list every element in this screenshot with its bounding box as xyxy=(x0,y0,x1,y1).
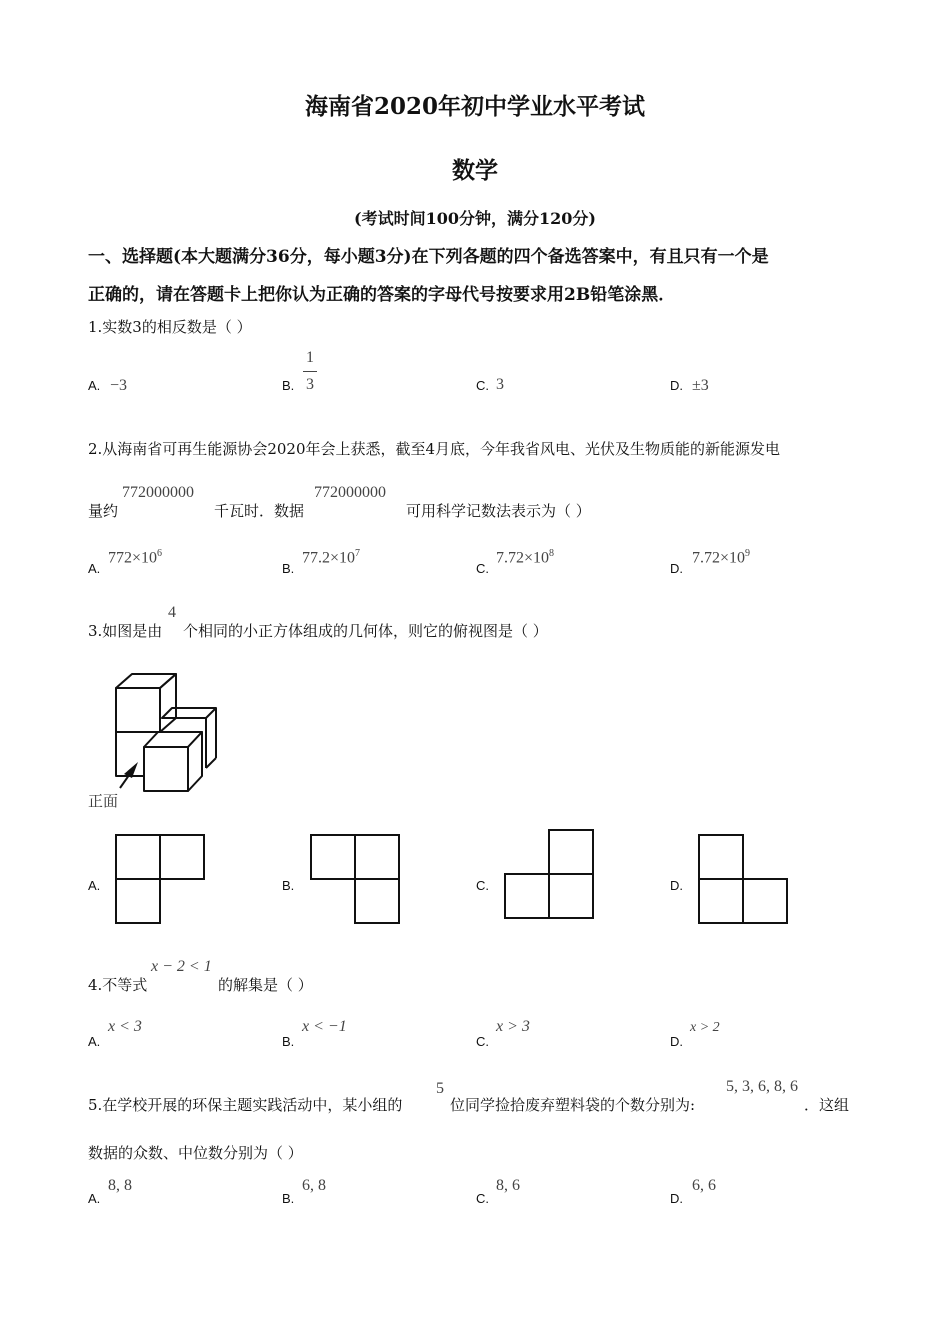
q3-option-c-figure[interactable] xyxy=(503,828,595,920)
q2-option-d-exp: 9 xyxy=(745,548,751,559)
q3-option-a-label: A. xyxy=(88,878,101,893)
section-heading-line2: 正确的，请在答题卡上把你认为正确的答案的字母代号按要求用2B铅笔涂黑． xyxy=(88,285,676,305)
q2-option-c-label: C. xyxy=(476,561,489,576)
q5-option-b-value: 6, 8 xyxy=(302,1177,326,1194)
q3-option-b-figure[interactable] xyxy=(309,833,401,925)
q2-stem-part2: 千瓦时．数据 xyxy=(214,502,305,520)
q2-option-a-label: A. xyxy=(88,561,101,576)
q3-option-c-label: C. xyxy=(476,878,489,893)
q4-stem-part1: 4.不等式 xyxy=(88,976,148,994)
q2-option-b-exp: 7 xyxy=(355,548,361,559)
q2-number2: 772000000 xyxy=(314,484,386,501)
q2-option-b-label: B. xyxy=(282,561,295,576)
q2-option-d-value xyxy=(692,548,750,567)
q2-stem-part3: 可用科学记数法表示为（ ） xyxy=(406,502,591,520)
q5-stem-part3: ．这组 xyxy=(804,1096,850,1114)
q5-option-a-label: A. xyxy=(88,1191,101,1206)
q2-stem-part1: 量约 xyxy=(88,502,119,520)
q3-option-a-figure[interactable] xyxy=(114,833,206,925)
q2-option-a-base: 772×10 xyxy=(108,549,158,567)
subject-title: 数学 xyxy=(452,157,498,184)
q3-front-label: 正面 xyxy=(88,792,119,810)
q1-option-b-label: B. xyxy=(282,378,295,393)
q3-option-d-figure[interactable] xyxy=(697,833,789,925)
q4-option-d-value: x > 2 xyxy=(690,1020,720,1035)
section-heading-line1: 一、选择题(本大题满分36分，每小题3分)在下列各题的四个备选答案中，有且只有一个是 xyxy=(88,247,769,267)
q2-option-a-exp: 6 xyxy=(157,548,163,559)
q3-stem-part2: 个相同的小正方体组成的几何体，则它的俯视图是（ ） xyxy=(183,622,548,640)
q1-option-c-value: 3 xyxy=(496,376,504,393)
q5-option-a-value: 8, 8 xyxy=(108,1177,132,1194)
q5-option-c-value: 8, 6 xyxy=(496,1177,520,1194)
q5-data: 5, 3, 6, 8, 6 xyxy=(726,1078,798,1095)
q2-option-d-base: 7.72×10 xyxy=(692,549,746,567)
q2-number1: 772000000 xyxy=(122,484,194,501)
q1-option-d-label: D. xyxy=(670,378,683,393)
q1-option-c-label: C. xyxy=(476,378,489,393)
q2-option-c-base: 7.72×10 xyxy=(496,549,550,567)
q1-option-b-denominator: 3 xyxy=(306,376,314,393)
q4-option-c-value: x > 3 xyxy=(496,1018,530,1035)
q2-option-a-value xyxy=(108,548,162,567)
q5-stem-part2: 位同学捡拾废弃塑料袋的个数分别为: xyxy=(450,1096,696,1114)
q1-option-b-fraction-bar xyxy=(303,371,317,372)
q2-option-d-label: D. xyxy=(670,561,683,576)
q4-option-b-value: x < −1 xyxy=(302,1018,347,1035)
q1-stem: 1.实数3的相反数是（ ） xyxy=(88,318,252,336)
q3-option-d-label: D. xyxy=(670,878,683,893)
q1-option-d-value: ±3 xyxy=(692,377,709,394)
q4-option-d-label: D. xyxy=(670,1034,683,1049)
q5-option-b-label: B. xyxy=(282,1191,295,1206)
q2-option-c-exp: 8 xyxy=(549,548,555,559)
q2-option-c-value xyxy=(496,548,554,567)
q2-option-b-value xyxy=(302,548,360,567)
q4-inequality: x − 2 < 1 xyxy=(151,958,212,975)
q1-option-b-numerator: 1 xyxy=(306,349,314,366)
q3-stem-part1: 3.如图是由 xyxy=(88,622,163,640)
q4-option-b-label: B. xyxy=(282,1034,295,1049)
q4-option-a-label: A. xyxy=(88,1034,101,1049)
q3-option-b-label: B. xyxy=(282,878,295,893)
q5-stem-line2: 数据的众数、中位数分别为（ ） xyxy=(88,1144,303,1162)
q5-option-c-label: C. xyxy=(476,1191,489,1206)
q2-stem-line1: 2.从海南省可再生能源协会2020年会上获悉，截至4月底，今年我省风电、光伏及生物质能的新能源发电 xyxy=(88,440,781,458)
q3-count: 4 xyxy=(168,604,176,621)
q1-option-a-value: −3 xyxy=(110,377,128,394)
exam-info: (考试时间100分钟，满分120分) xyxy=(354,209,596,228)
q4-stem-part2: 的解集是（ ） xyxy=(218,976,313,994)
q4-option-a-value: x < 3 xyxy=(108,1018,142,1035)
q4-option-c-label: C. xyxy=(476,1034,489,1049)
q5-option-d-label: D. xyxy=(670,1191,683,1206)
q5-count: 5 xyxy=(436,1080,444,1097)
q2-option-b-base: 77.2×10 xyxy=(302,549,356,567)
q5-option-d-value: 6, 6 xyxy=(692,1177,716,1194)
q5-stem-part1: 5.在学校开展的环保主题实践活动中，某小组的 xyxy=(88,1096,403,1114)
exam-title: 海南省2020年初中学业水平考试 xyxy=(304,93,645,120)
q1-option-a-label: A. xyxy=(88,378,101,393)
